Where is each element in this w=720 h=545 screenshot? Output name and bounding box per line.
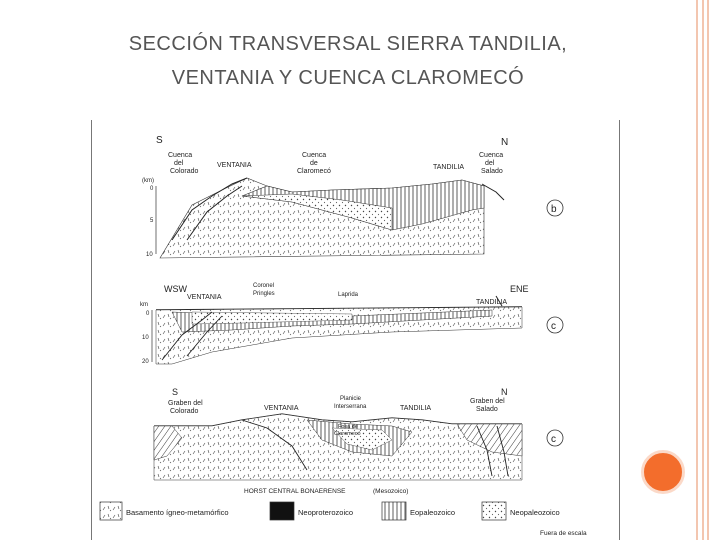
panel-b-colorado-1: Cuenca xyxy=(168,152,193,159)
decorative-rail-2 xyxy=(702,0,704,540)
panel-c2-planicie-2: Interserrana xyxy=(334,404,367,410)
panel-c2-graben-salado-1: Graben del xyxy=(470,398,505,405)
panel-c1-pringles-2: Pringles xyxy=(253,291,275,297)
panel-b xyxy=(142,135,563,258)
legend-swatch-basement xyxy=(100,502,122,520)
legend-label-neopaleozoic: Neopaleozoico xyxy=(510,508,560,517)
panel-c2-planicie-1: Planicie xyxy=(340,396,362,402)
cross-section-figure xyxy=(91,120,620,540)
panel-c2-horst: HORST CENTRAL BONAERENSE xyxy=(244,488,346,495)
legend-label-neoproterozoic: Neoproterozoico xyxy=(298,508,354,517)
panel-b-tag: b xyxy=(551,204,557,215)
title-line-1: SECCIÓN TRANSVERSAL SIERRA TANDILIA, xyxy=(128,33,568,55)
legend-swatch-neoproterozoic xyxy=(270,502,294,520)
panel-c2-fosa-1: Fosa de xyxy=(338,424,358,430)
panel-b-claromeco-1: Cuenca xyxy=(302,152,327,159)
panel-c2 xyxy=(154,387,563,495)
panel-c2-ventania: VENTANIA xyxy=(264,405,299,412)
title-line-2: VENTANIA Y CUENCA CLAROMECÓ xyxy=(171,67,525,89)
decorative-rail-3 xyxy=(707,0,709,540)
panel-c2-graben-colorado-2: Colorado xyxy=(170,408,199,415)
panel-b-salado-1: Cuenca xyxy=(479,152,504,159)
legend xyxy=(100,502,587,537)
panel-c2-tandilia: TANDILIA xyxy=(400,405,431,412)
panel-c1-east: ENE xyxy=(510,284,529,294)
panel-c1 xyxy=(140,283,563,365)
panel-b-depth-5: 5 xyxy=(150,218,154,224)
legend-scale-note: Fuera de escala xyxy=(540,530,587,537)
panel-c2-north: N xyxy=(501,387,508,397)
panel-b-tandilia: TANDILIA xyxy=(433,164,464,171)
panel-b-south: S xyxy=(156,135,163,146)
panel-b-depth-10: 10 xyxy=(146,252,153,258)
panel-c2-fosa-2: Claromecó xyxy=(334,431,361,437)
panel-c1-depth-10: 10 xyxy=(142,335,149,341)
panel-c2-mesozoico: (Mesozoico) xyxy=(373,488,409,495)
panel-b-ventania: VENTANIA xyxy=(217,162,252,169)
panel-c2-graben-salado-2: Salado xyxy=(476,406,498,413)
legend-swatch-neopaleozoic xyxy=(482,502,506,520)
panel-b-fault xyxy=(482,184,504,200)
legend-label-basement: Basamento ígneo-metamórfico xyxy=(126,508,229,517)
panel-b-colorado-2: del xyxy=(174,160,184,167)
panel-c1-pringles-1: Coronel xyxy=(253,283,275,289)
panel-c1-tandilia: TANDILIA xyxy=(476,299,507,306)
panel-b-claromeco-3: Claromecó xyxy=(297,168,331,175)
legend-label-eopaleozoic: Eopaleozoico xyxy=(410,508,456,517)
panel-b-north: N xyxy=(501,137,509,148)
panel-c1-depth-0: 0 xyxy=(146,311,150,317)
panel-b-colorado-3: Colorado xyxy=(170,168,199,175)
panel-b-salado-3: Salado xyxy=(481,168,503,175)
panel-c1-west: WSW xyxy=(164,284,187,294)
panel-c1-tag: c xyxy=(551,321,556,332)
panel-c2-south: S xyxy=(172,387,179,397)
panel-b-depth-0: 0 xyxy=(150,186,154,192)
panel-b-salado-2: del xyxy=(485,160,495,167)
legend-swatch-eopaleozoic xyxy=(382,502,406,520)
decorative-rail-1 xyxy=(696,0,698,540)
panel-c1-ventania: VENTANIA xyxy=(187,294,222,301)
slide-title xyxy=(0,27,696,95)
cross-section-svg xyxy=(92,120,619,540)
panel-c2-tag: c xyxy=(551,434,556,445)
panel-b-unit: (km) xyxy=(142,178,154,184)
panel-b-claromeco-2: de xyxy=(310,160,318,167)
panel-c2-graben-colorado-1: Graben del xyxy=(168,400,203,407)
panel-c1-depth-20: 20 xyxy=(142,359,149,365)
panel-c1-laprida: Laprida xyxy=(338,292,359,298)
accent-circle xyxy=(641,450,685,494)
panel-c1-unit: km xyxy=(140,302,148,308)
